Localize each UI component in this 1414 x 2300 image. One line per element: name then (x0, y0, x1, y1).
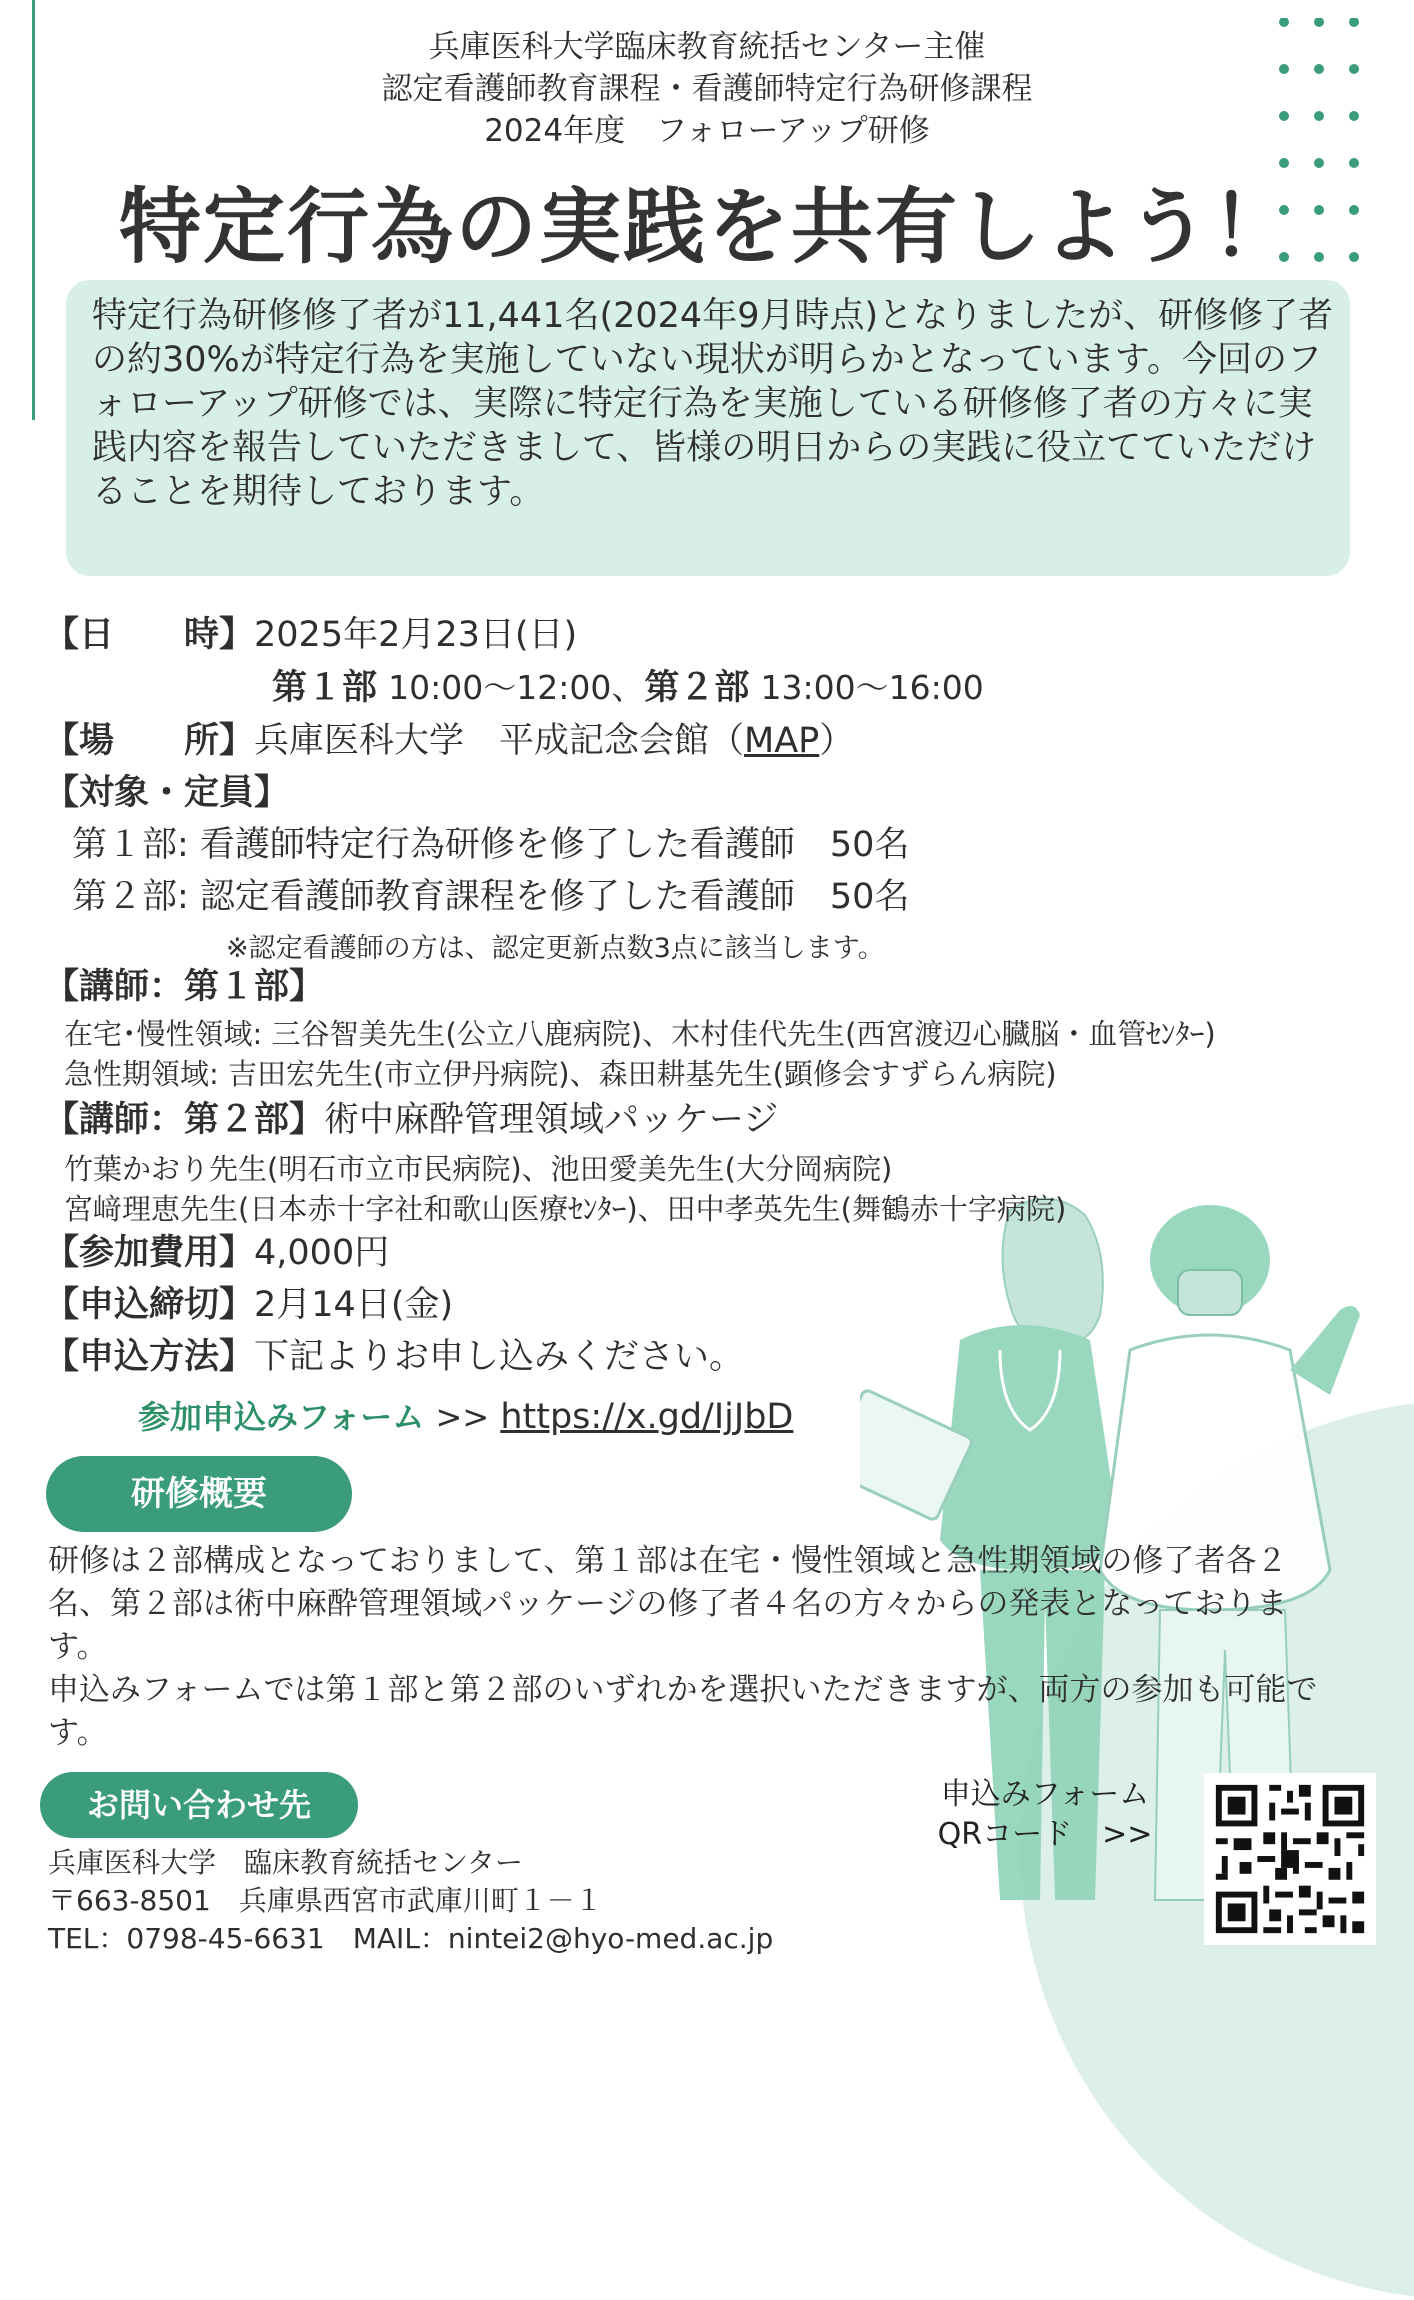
lecturer1-line1: 在宅･慢性領域: 三谷智美先生(公立八鹿病院)、木村佳代先生(西宮渡辺心臓脳・血管ｾﾝﾀｰ) (64, 1017, 1216, 1051)
target-label: 【対象・定員】 (44, 773, 290, 813)
session-times (272, 663, 984, 713)
overview-badge: 研修概要 (46, 1456, 352, 1532)
method-row (44, 1332, 744, 1382)
year-line: 2024年度 フォローアップ研修 (484, 113, 930, 149)
form-label: 参加申込みフォーム (138, 1398, 425, 1436)
contact-badge: お問い合わせ先 (40, 1772, 358, 1838)
method-label: 【申込方法】 (44, 1337, 255, 1377)
contact-org: 兵庫医科大学 臨床教育統括センター (48, 1846, 523, 1879)
part1-time: 10:00～12:00、 (388, 668, 645, 707)
form-arrow: >> (435, 1398, 490, 1436)
fee-row (44, 1228, 389, 1278)
date-row (44, 610, 577, 660)
lecturer2-line1: 竹葉かおり先生(明石市立市民病院)、池田愛美先生(大分岡病院) (64, 1152, 893, 1186)
part1-label: 第１部 (272, 668, 378, 708)
qr-code-icon[interactable] (1204, 1773, 1376, 1945)
fee-value: 4,000円 (254, 1233, 390, 1273)
intro-text: 特定行為研修修了者が11,441名(2024年9月時点)となりましたが、研修修了者の約30%が特定行為を実施していない現状が明らかとなっています。今回のフォローアップ研修では、実際に特定行為を実施している研修修了者の方々に実践内容を報告していただきまして、皆様の明日からの実践に役立てていただけることを期待しております。 (92, 296, 1334, 512)
fee-label: 【参加費用】 (44, 1233, 255, 1273)
part2-time: 13:00～16:00 (760, 668, 984, 707)
date-label: 【日 時】 (44, 615, 255, 655)
overview-text (48, 1540, 1328, 1755)
organizer-line: 兵庫医科大学臨床教育統括センター主催 (428, 29, 986, 65)
method-value: 下記よりお申し込みください。 (254, 1337, 745, 1377)
qr-label (922, 1775, 1168, 1855)
target-heading (44, 768, 289, 818)
target-part2: 第２部: 認定看護師教育課程を修了した看護師 50名 (72, 877, 910, 917)
overview-paragraph-1: 研修は２部構成となっておりまして、第１部は在宅・慢性領域と急性期領域の修了者各２名、第２部は術中麻酔管理領域パッケージの修了者４名の方々からの発表となっております。 (48, 1543, 1288, 1665)
form-url-link[interactable]: https://x.gd/IjJbD (500, 1397, 794, 1437)
contact-address: 〒663-8501 兵庫県西宮市武庫川町１－１ (48, 1884, 603, 1917)
target-note: ※認定看護師の方は、認定更新点数3点に該当します。 (226, 933, 885, 964)
lecturer1-heading (44, 962, 324, 1012)
place-row (44, 716, 854, 766)
target-part1: 第１部: 看護師特定行為研修を修了した看護師 50名 (72, 825, 910, 865)
deadline-label: 【申込締切】 (44, 1285, 255, 1325)
lecturer1-label: 【講師：第１部】 (44, 967, 325, 1007)
lecturer2-title: 術中麻酔管理領域パッケージ (324, 1100, 779, 1140)
lecturer2-heading (44, 1095, 778, 1145)
part2-label: 第２部 (644, 668, 750, 708)
contact-tel-mail: TEL：0798-45-6631 MAIL：nintei2@hyo-med.ac.jp (48, 1922, 774, 1955)
lecturer2-label: 【講師：第２部】 (44, 1100, 325, 1140)
page-title: 特定行為の実践を共有しよう！ (118, 180, 1295, 275)
place-close: ） (819, 721, 855, 761)
deadline-value: 2月14日(金) (254, 1285, 454, 1325)
lecturer1-line2: 急性期領域: 吉田宏先生(市立伊丹病院)、森田耕基先生(顕修会すずらん病院) (64, 1057, 1057, 1091)
date-value: 2025年2月23日(日) (254, 615, 578, 655)
intro-panel (66, 280, 1350, 576)
place-label: 【場 所】 (44, 721, 255, 761)
qr-label-line2: QRコード >> (937, 1817, 1153, 1852)
map-link[interactable]: MAP (744, 721, 820, 761)
qr-label-line1: 申込みフォーム (940, 1777, 1150, 1812)
lecturer2-line2: 宮﨑理恵先生(日本赤十字社和歌山医療ｾﾝﾀｰ)、田中孝英先生(舞鶴赤十字病院) (64, 1192, 1067, 1226)
program-line: 認定看護師教育課程・看護師特定行為研修課程 (381, 71, 1033, 107)
overview-paragraph-2: 申込みフォームでは第１部と第２部のいずれかを選択いただきますが、両方の参加も可能です。 (48, 1672, 1318, 1751)
place-value: 兵庫医科大学 平成記念会館（ (254, 721, 745, 761)
form-link-row (138, 1392, 793, 1442)
deadline-row (44, 1280, 453, 1330)
